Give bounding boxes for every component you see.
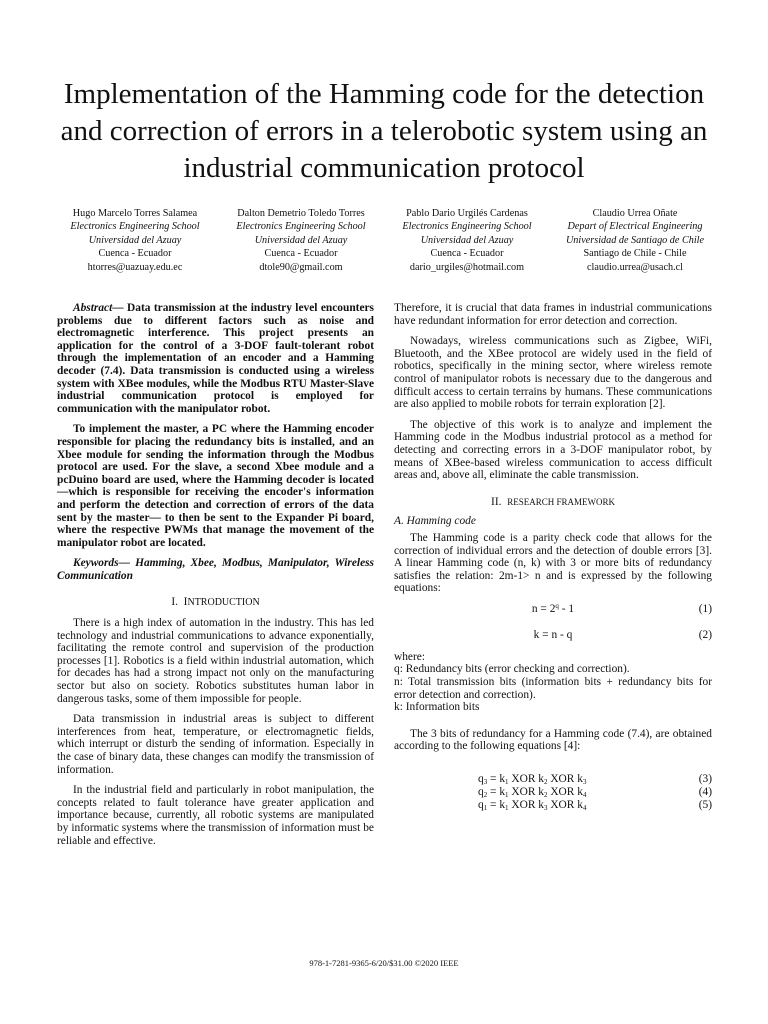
intro-paragraph-6: The objective of this work is to analyze and implement the Hamming code in the Modbus industrial protocol as a method for detecting and correcting errors in a 3-DOF manipulator robot, by means of XBee-based wireless communication to access difficult areas and, above all, eliminate the cable transmission.: [394, 418, 712, 482]
eq-sub: 3: [582, 778, 587, 787]
eq-sub: 1: [505, 778, 509, 787]
author-dept: Electronics Engineering School: [70, 221, 200, 233]
section-title-rest: NTRODUCTION: [187, 597, 260, 609]
variable-definitions: [394, 651, 712, 714]
keywords-text: Hamming, Xbee, Modbus, Manipulator, Wireless Communication: [57, 557, 374, 582]
eq-sub: 4: [582, 804, 587, 813]
eq-sub: 1: [483, 804, 488, 813]
author-univ: Universidad del Azuay: [420, 234, 514, 246]
author-dept: Electronics Engineering School: [402, 221, 532, 233]
section-heading-introduction: [57, 596, 374, 610]
author-block-4: [548, 207, 722, 274]
author-univ: Universidad del Azuay: [254, 234, 348, 246]
left-column: [57, 302, 374, 855]
keywords-label: Keywords—: [73, 557, 130, 570]
author-city: Cuenca - Ecuador: [98, 248, 172, 260]
paper-title: Implementation of the Hamming code for the detection and correction of errors in a telerobotic system using an industrial communication protocol: [60, 78, 708, 184]
eq-sub: 4: [582, 791, 587, 800]
eq-sub: 1: [505, 804, 509, 813]
equation-expression: k = n - q: [533, 628, 573, 641]
author-city: Cuenca - Ecuador: [430, 248, 504, 260]
equation-4: [394, 786, 712, 799]
equation-number: (3): [698, 773, 712, 786]
abstract-text: Data transmission at the industry level encounters problems due to different factors such as noise and electromagnetic interference. This project presents an application for the control of a 3-DOF fault-tolerant robot through the implementation of an encoder and a Hamming decoder (7.4). Data transmission is conducted using a wireless system with XBee modules, while the Modbus RTU Master-Slave industrial communication protocol is employed for communication with the manipulator robot.: [57, 302, 374, 415]
author-email: htorres@uazuay.edu.ec: [87, 261, 183, 273]
equation-expression: $q_3 = k_1$ XOR $k_2$ XOR $k_3$: [478, 773, 587, 787]
eq-sub: 1: [505, 791, 509, 800]
eq-lhs: n = 2: [531, 602, 556, 615]
where-label: where:: [394, 650, 425, 663]
equation-expression: [394, 603, 712, 616]
eq-sub: 2: [543, 778, 548, 787]
hamming-paragraph-1: The Hamming code is a parity check code that allows for the correction of individual errors and the detection of double errors [3]. A linear Hamming code (n, k) with 3 or more bits of redundancy satisfies the relation: 2m-1> n and is expressed by the following equations:: [394, 531, 712, 595]
author-dept: Depart of Electrical Engineering: [567, 221, 703, 233]
intro-paragraph-3: In the industrial field and particularly in robot manipulation, the concepts related to fault tolerance have greater application and importance because, currently, all robotic systems are manipulated by informatic systems where the transmission of information must be reliable and effective.: [57, 784, 374, 847]
author-univ: Universidad de Santiago de Chile: [565, 234, 705, 246]
author-name: Claudio Urrea Oñate: [592, 208, 678, 219]
eq-var: q: [478, 799, 484, 812]
eq-sup: q: [555, 601, 559, 610]
abstract-paragraph-2: To implement the master, a PC where the Hamming encoder responsible for placing the redundancy bits is installed, and an Xbee module for sending the information through the Modbus protocol are used. For the slave, a second Xbee module and a pcDuino board are used, where the Hamming decoder is located —which is responsible for receiving the encoder's information and perform the detection and correction of errors of the data sent by the master— to then be sent to the Expander Pi board, where the respective PWMs that manage the movement of the manipulator robot are located.: [57, 423, 374, 549]
eq-var: q: [478, 786, 484, 799]
equation-2: [394, 629, 712, 651]
abstract-label: Abstract—: [73, 302, 124, 314]
abstract-paragraph: [57, 302, 374, 415]
author-name: Pablo Dario Urgilés Cardenas: [406, 208, 528, 219]
eq-sub: 2: [543, 791, 548, 800]
copyright-footer: 978-1-7281-9365-6/20/$31.00 ©2020 IEEE: [309, 958, 459, 968]
author-block-1: [50, 207, 220, 274]
author-name: Hugo Marcelo Torres Salamea: [72, 208, 198, 219]
def-k: k: Information bits: [394, 701, 480, 714]
equation-1: [394, 603, 712, 625]
def-n: n: Total transmission bits (information bits + redundancy bits for error detection and correction).: [394, 676, 712, 701]
author-email: dario_urgiles@hotmail.com: [409, 261, 525, 273]
eq-rhs: - 1: [558, 602, 575, 615]
equation-number: (4): [698, 786, 712, 799]
hamming-paragraph-2: The 3 bits of redundancy for a Hamming code (7.4), are obtained according to the following equations [4]:: [394, 727, 712, 753]
author-email: claudio.urrea@usach.cl: [587, 261, 683, 273]
eq-sub: 3: [543, 804, 548, 813]
def-q: q: Redundancy bits (error checking and correction).: [394, 663, 630, 676]
section-title: RESEARCH FRAMEWORK: [507, 496, 615, 507]
right-column: [394, 302, 712, 812]
section-title-initial: I: [183, 596, 188, 609]
author-city: Cuenca - Ecuador: [264, 248, 338, 260]
equation-number: (2): [698, 628, 712, 641]
equation-5: [394, 799, 712, 812]
author-email: dtole90@gmail.com: [259, 261, 343, 273]
equation-number: (5): [698, 799, 712, 812]
equation-expression: $q_2 = k_1$ XOR $k_2$ XOR $k_4$: [478, 786, 587, 800]
equation-expression: $q_1 = k_1$ XOR $k_3$ XOR $k_4$: [478, 799, 587, 813]
keywords: [57, 557, 374, 582]
section-number: I.: [171, 596, 178, 609]
eq-sub: 2: [483, 791, 488, 800]
eq-sub: 3: [483, 778, 488, 787]
author-block-3: [382, 207, 552, 274]
subsection-heading-hamming: A. Hamming code: [394, 515, 476, 528]
intro-paragraph-4: Therefore, it is crucial that data frames in industrial communications have redundant information for error detection and correction.: [394, 302, 712, 327]
section-number: II.: [491, 495, 502, 508]
author-univ: Universidad del Azuay: [88, 234, 182, 246]
section-heading-research-framework: [394, 496, 712, 509]
equation-3: [394, 773, 712, 786]
author-name: Dalton Demetrio Toledo Torres: [237, 208, 365, 219]
intro-paragraph-2: Data transmission in industrial areas is subject to different interferences from heat, temperature, or electromagnetic fields, which interrupt or disturb the sending of information. Especially in the case of binary data, these changes can modify the transmission of information.: [57, 713, 374, 776]
author-city: Santiago de Chile - Chile: [583, 248, 687, 260]
author-dept: Electronics Engineering School: [236, 221, 366, 233]
eq-var: q: [478, 773, 484, 786]
intro-paragraph-5: Nowadays, wireless communications such as Zigbee, WiFi, Bluetooth, and the XBee protocol are widely used in the field of robotics, specifically in the mining sector, where wireless remote control of manipulator robots is necessary due to the dangerous and difficult access to certain terrains by humans. These communications are also applied to mobile robots for terrain exploration [2].: [394, 335, 712, 411]
equation-number: (1): [698, 602, 712, 615]
author-block-2: [216, 207, 386, 274]
intro-paragraph-1: There is a high index of automation in the industry. This has led technology and industrial communications to advance exponentially, facilitating the remote control and supervision of the production processes [1]. Robotics is a field within industrial automation, which for decades has had a strong impact not only on the manufacturing sector but also on society. Robotics substitutes human labor in dangerous tasks, some of them impossible for people.: [57, 617, 374, 705]
